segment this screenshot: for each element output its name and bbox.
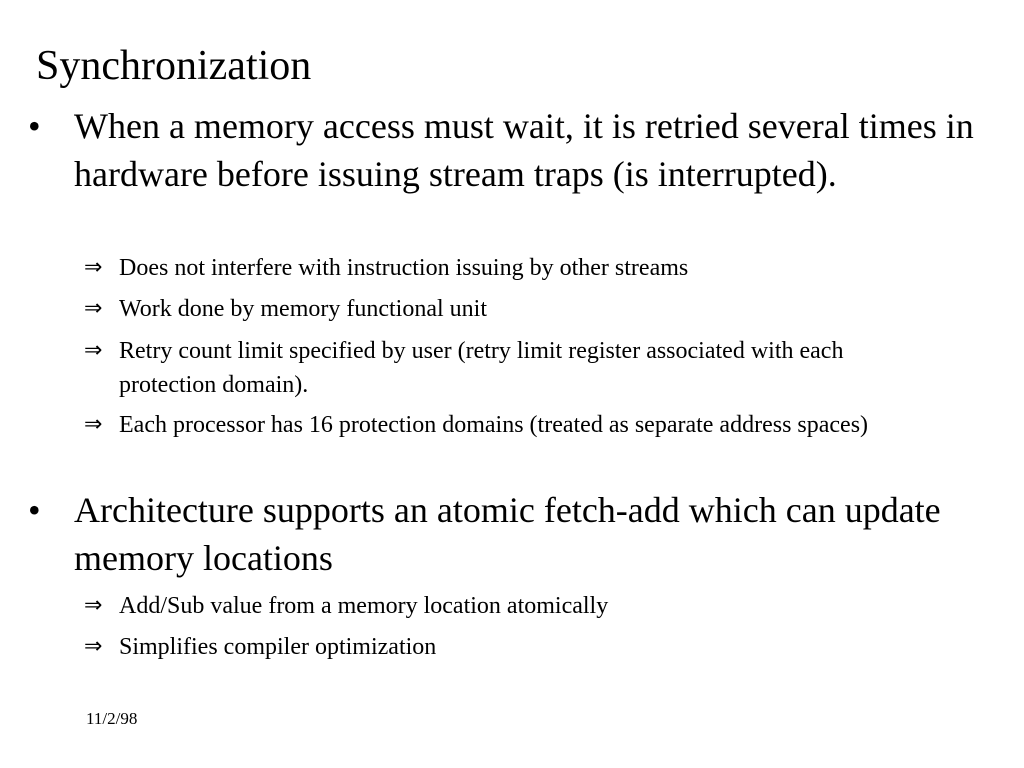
footer-date: 11/2/98: [86, 709, 138, 728]
sub-bullet-text: Does not interfere with instruction issuing by other streams: [119, 255, 689, 281]
bullet-text: When a memory access must wait, it is retried several times in hardware before issuing stream traps (is interrupted).: [74, 106, 974, 194]
implies-arrow-icon: ⇒: [84, 255, 103, 280]
sub-bullet-text: Work done by memory functional unit: [119, 296, 487, 322]
implies-arrow-icon: ⇒: [84, 296, 103, 321]
bullet-text: Architecture supports an atomic fetch-add which can update memory locations: [74, 490, 941, 578]
sub-bullet-text: Add/Sub value from a memory location atomically: [119, 593, 609, 619]
implies-arrow-icon: ⇒: [84, 634, 103, 659]
implies-arrow-icon: ⇒: [84, 338, 103, 363]
bullet-dot-icon: •: [28, 106, 41, 146]
sub-bullet-text: Each processor has 16 protection domains (treated as separate address spaces): [119, 412, 869, 438]
sub-bullet-text: Retry count limit specified by user (retry limit register associated with each protection domain).: [119, 338, 844, 398]
sub-bullet-text: Simplifies compiler optimization: [119, 634, 437, 660]
bullet-dot-icon: •: [28, 490, 41, 530]
implies-arrow-icon: ⇒: [84, 593, 103, 618]
implies-arrow-icon: ⇒: [84, 412, 103, 437]
slide-title: Synchronization: [36, 43, 312, 89]
